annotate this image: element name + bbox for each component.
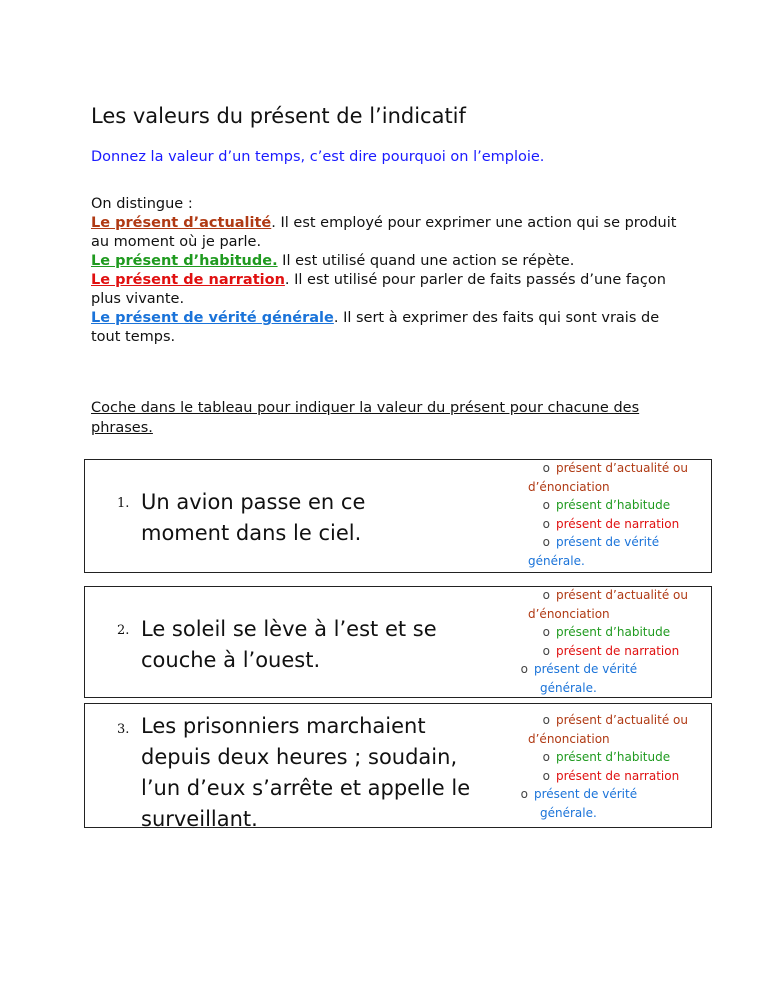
option-narration[interactable]: o présent de narration (528, 642, 710, 661)
option-habitude[interactable]: o présent d’habitude (528, 748, 710, 767)
sentence-text: Un avion passe en ce moment dans le ciel. (141, 490, 366, 545)
option-narration[interactable]: o présent de narration (528, 515, 710, 534)
sentence-text: Les prisonniers marchaient depuis deux heures ; soudain, l’un d’eux s’arrête et appelle le surveillant. (141, 714, 471, 831)
checkbox-bullet[interactable]: o (542, 535, 550, 549)
checkbox-bullet[interactable]: o (520, 787, 528, 801)
definition-habitude (91, 252, 691, 271)
option-verite[interactable]: o présent de vérité (506, 660, 710, 679)
checkbox-bullet[interactable]: o (542, 588, 550, 602)
term-habitude: Le présent d’habitude. (91, 253, 278, 269)
option-verite[interactable]: o présent de vérité (506, 785, 710, 804)
sentence-number: 1. (117, 496, 130, 511)
sentence-text: Le soleil se lève à l’est et se couche à l’ouest. (141, 617, 437, 672)
term-verite: Le présent de vérité générale (91, 310, 334, 326)
table-row (84, 459, 712, 573)
checkbox-bullet[interactable]: o (542, 516, 550, 531)
option-verite[interactable]: o présent de vérité (528, 533, 710, 552)
term-narration: Le présent de narration (91, 272, 285, 288)
definitions-block (91, 195, 691, 347)
table-row (84, 703, 712, 831)
options-list (528, 459, 710, 570)
checkbox-bullet[interactable]: o (542, 643, 550, 658)
term-actualite: Le présent d’actualité (91, 215, 272, 231)
definition-text: . Il sert à exprimer des faits qui sont vrais de tout temps. (91, 310, 660, 345)
option-actualite-cont: d’énonciation (528, 731, 610, 746)
checkbox-bullet[interactable]: o (542, 768, 550, 783)
definition-verite (91, 309, 691, 347)
checkbox-bullet[interactable]: o (542, 750, 550, 764)
checkbox-bullet[interactable]: o (542, 625, 550, 639)
sentence-number: 2. (117, 623, 130, 638)
definition-narration (91, 271, 691, 309)
page-title: Les valeurs du présent de l’indicatif (91, 104, 466, 128)
option-verite-cont: générale. (540, 805, 597, 820)
option-actualite-cont: d’énonciation (528, 606, 610, 621)
definition-text: Il est utilisé quand une action se répète. (277, 253, 575, 269)
checkbox-bullet[interactable]: o (520, 662, 528, 676)
option-habitude[interactable]: o présent d’habitude (528, 496, 710, 515)
option-actualite[interactable]: o présent d’actualité ou (528, 711, 710, 730)
table-row (84, 586, 712, 698)
options-list (520, 711, 710, 822)
definition-text: . Il est utilisé pour parler de faits passés d’une façon plus vivante. (91, 272, 666, 307)
options-list (520, 586, 710, 697)
definition-actualite (91, 214, 691, 252)
definition-text: . Il est employé pour exprimer une action qui se produit au moment où je parle. (91, 215, 677, 250)
option-actualite-cont: d’énonciation (528, 479, 610, 494)
instruction: Coche dans le tableau pour indiquer la valeur du présent pour chacune des phrases. (91, 400, 640, 436)
checkbox-bullet[interactable]: o (542, 713, 550, 727)
sentence-number: 3. (117, 722, 130, 737)
option-habitude[interactable]: o présent d’habitude (528, 623, 710, 642)
checkbox-bullet[interactable]: o (542, 461, 550, 475)
option-verite-cont: générale. (528, 553, 585, 568)
option-actualite[interactable]: o présent d’actualité ou (528, 586, 710, 605)
distinguish-label: On distingue : (91, 196, 193, 212)
option-verite-cont: générale. (540, 680, 597, 695)
option-narration[interactable]: o présent de narration (528, 767, 710, 786)
option-actualite[interactable]: o présent d’actualité ou (528, 459, 710, 478)
checkbox-bullet[interactable]: o (542, 498, 550, 512)
intro-text: Donnez la valeur d’un temps, c’est dire pourquoi on l’emploie. (91, 149, 545, 165)
